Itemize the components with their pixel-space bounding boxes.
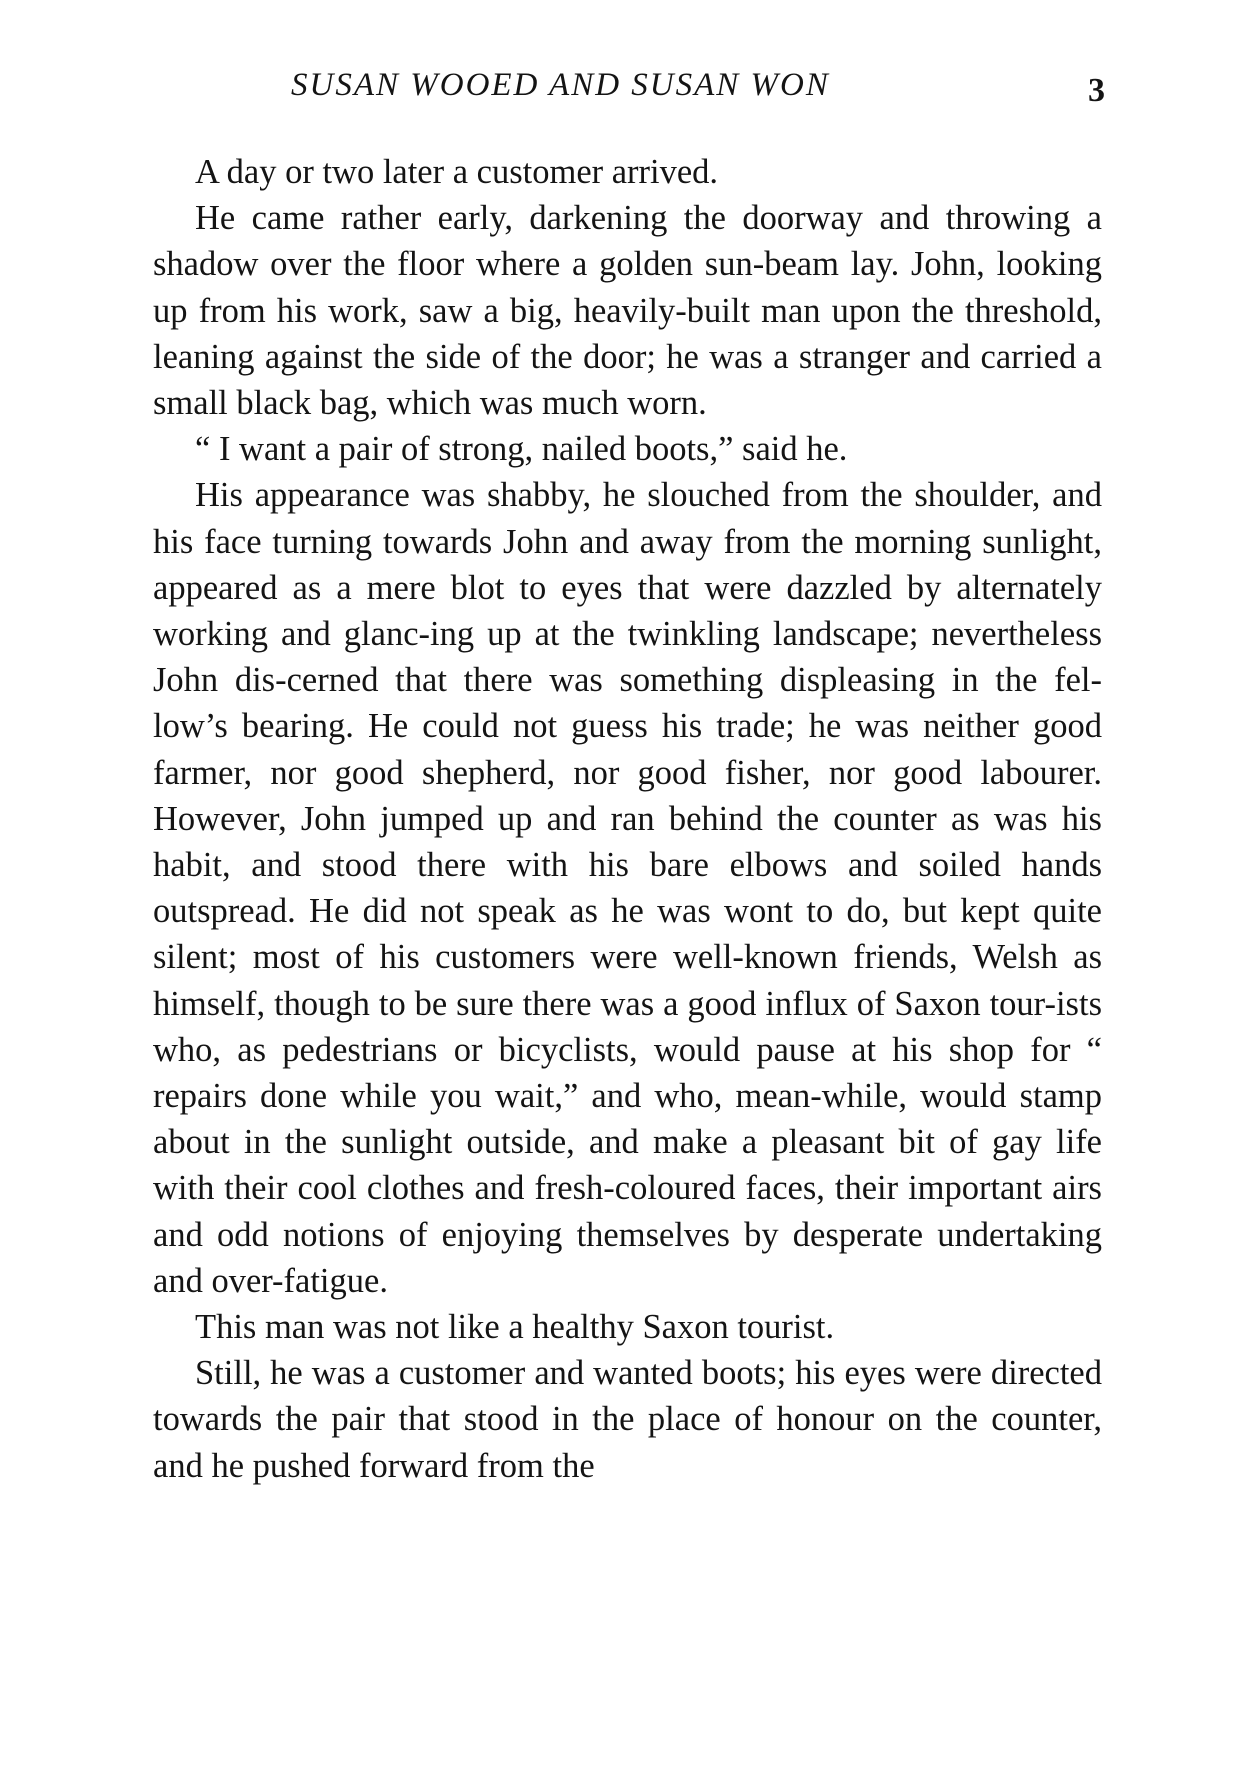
running-head — [0, 60, 1259, 110]
body-text — [153, 149, 1102, 1489]
paragraph: “ I want a pair of strong, nailed boots,” said he. — [195, 430, 848, 469]
paragraph: A day or two later a customer arrived. — [195, 153, 719, 191]
paragraph: Still, he was a customer and wanted boots; his eyes were directed towards the pair that stood in the place of honour on the counter, and he pushed forward from the — [153, 1354, 1102, 1485]
running-title: SUSAN WOOED AND SUSAN WON — [291, 67, 830, 103]
paragraph: He came rather early, darkening the doorway and throwing a shadow over the floor where a golden sun-beam lay. John, looking up from his work, saw a big, heavily-built man upon the threshold, leaning against the side of the door; he was a stranger and carried a small black bag, which was much worn. — [153, 199, 1102, 423]
paragraph: This man was not like a healthy Saxon tourist. — [195, 1308, 835, 1347]
paragraph: His appearance was shabby, he slouched from the shoulder, and his face turning towards John and away from the morning sunlight, appeared as a mere blot to eyes that were dazzled by alternately working and glanc-ing up at the twinkling landscape; nevertheless John dis-cerned that there was something displeasing in the fel-low’s bearing. He could not guess his trade; he was neither good farmer, nor good shepherd, nor good fisher, nor good labourer. However, John jumped up and ran behind the counter as was his habit, and stood there with his bare elbows and soiled hands outspread. He did not speak as he was wont to do, but kept quite silent; most of his customers were well-known friends, Welsh as himself, though to be sure there was a good influx of Saxon tour-ists who, as pedestrians or bicyclists, would pause at his shop for “ repairs done while you wait,” and who, mean-while, would stamp about in the sunlight outside, and make a pleasant bit of gay life with their cool clothes and fresh-coloured faces, their important airs and odd notions of enjoying themselves by desperate undertaking and over-fatigue. — [153, 476, 1102, 1300]
page-number: 3 — [1088, 72, 1105, 109]
